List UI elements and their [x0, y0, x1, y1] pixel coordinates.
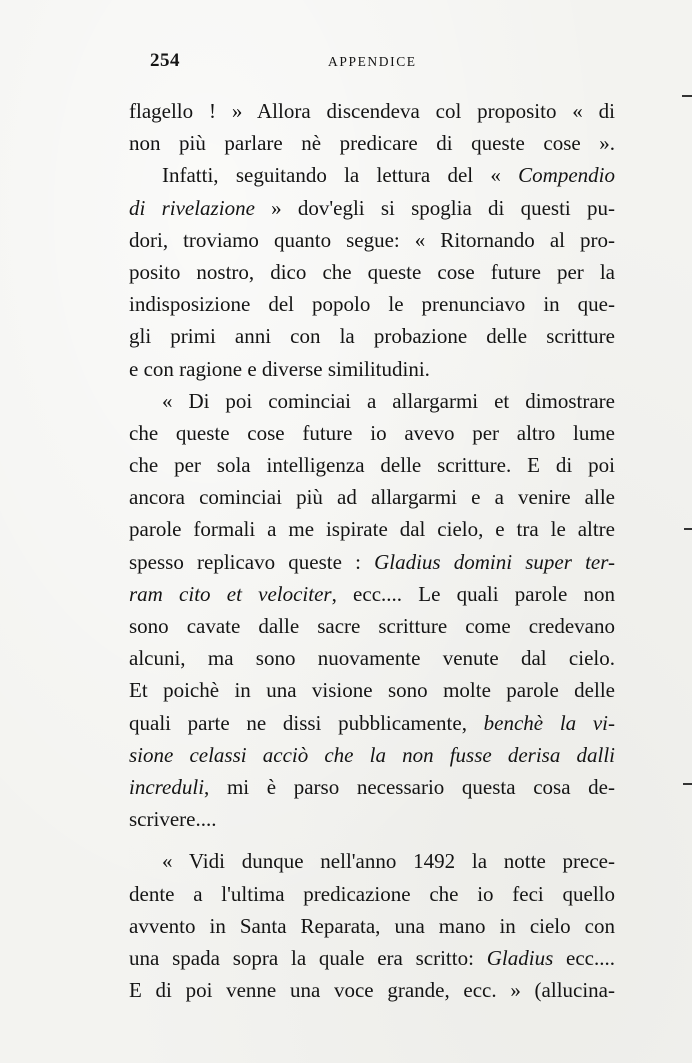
text-run: avvento in Santa Reparata, una mano in cielo con [129, 913, 615, 938]
text-run: E di poi venne una voce grande, ecc. » (allucina- [129, 978, 615, 1003]
text-run: alcuni, ma sono nuovamente venute dal cielo. [129, 646, 615, 671]
italic-text: Gladius domini super ter- [374, 549, 615, 574]
text-line [129, 288, 615, 320]
text-line [129, 546, 615, 578]
text-run: non più parlare nè predicare di queste cose ». [129, 131, 615, 156]
body-text [129, 95, 615, 1006]
scan-edge-mark [683, 783, 692, 785]
text-run: , ecc.... Le quali parole non [331, 581, 615, 606]
text-line [129, 353, 615, 385]
text-line [129, 224, 615, 256]
text-line [129, 159, 615, 191]
text-run: spesso replicavo queste : [129, 549, 375, 574]
text-run: e con ragione e diverse similitudini. [129, 356, 430, 381]
scan-edge-mark [684, 528, 692, 530]
text-run: posito nostro, dico che queste cose future per la [129, 259, 615, 284]
text-run: flagello ! » Allora discendeva col proposito « di [129, 99, 615, 123]
text-line [129, 127, 615, 159]
text-run: dente a l'ultima predicazione che io feci quello [129, 881, 615, 906]
text-run: » dov'egli si spoglia di questi pu- [254, 195, 615, 220]
text-run: Et poichè in una visione sono molte parole delle [129, 678, 615, 703]
text-line [129, 942, 615, 974]
text-run: indisposizione del popolo le prenunciavo in que- [129, 292, 615, 317]
text-line [129, 707, 615, 739]
text-line [129, 320, 615, 352]
text-run: scrivere.... [129, 807, 217, 832]
text-line [129, 385, 615, 417]
page-number: 254 [150, 50, 180, 71]
text-run: sono cavate dalle sacre scritture come credevano [129, 614, 615, 638]
running-head [150, 50, 630, 74]
text-line [129, 642, 615, 674]
text-line [129, 739, 615, 771]
text-run: ecc.... [553, 945, 615, 970]
italic-text: ram cito et velociter [129, 581, 332, 606]
text-line [129, 513, 615, 545]
italic-text: sione celassi acciò che la non fusse derisa dalli [129, 742, 615, 767]
text-line [129, 95, 615, 127]
text-run: che per sola intelligenza delle scritture. E di poi [129, 453, 615, 478]
text-run: « Vidi dunque nell'anno 1492 la notte prece- [162, 849, 615, 874]
italic-text: increduli [129, 774, 205, 799]
scan-edge-mark [682, 95, 692, 97]
text-run: , mi è parso necessario questa cosa de- [204, 774, 615, 799]
italic-text: Compendio [518, 163, 615, 188]
text-line [129, 910, 615, 942]
text-line [129, 803, 615, 835]
text-run: una spada sopra la quale era scritto: [129, 945, 487, 970]
italic-text: benchè la vi- [483, 710, 615, 735]
text-line [129, 481, 615, 513]
text-line [129, 674, 615, 706]
section-title: APPENDICE [328, 54, 417, 69]
text-run: che queste cose future io avevo per altro lume [129, 420, 615, 445]
text-run: quali parte ne dissi pubblicamente, [129, 710, 484, 735]
text-line [129, 192, 615, 224]
text-line [129, 845, 615, 877]
text-line [129, 417, 615, 449]
text-run: « Di poi cominciai a allargarmi et dimostrare [162, 388, 615, 413]
text-line [129, 449, 615, 481]
text-run: parole formali a me ispirate dal cielo, e tra le altre [129, 517, 615, 542]
text-line [129, 771, 615, 803]
text-run: gli primi anni con la probazione delle scritture [129, 324, 615, 349]
text-line [129, 578, 615, 610]
text-line [129, 610, 615, 642]
text-run: ancora cominciai più ad allargarmi e a venire alle [129, 485, 615, 510]
text-line [129, 974, 615, 1006]
text-line [129, 878, 615, 910]
italic-text: Gladius [486, 945, 554, 970]
text-line [129, 256, 615, 288]
text-run: Infatti, seguitando la lettura del « [162, 163, 519, 188]
text-run: dori, troviamo quanto segue: « Ritornando al pro- [129, 227, 615, 252]
italic-text: di rivelazione [129, 195, 255, 220]
